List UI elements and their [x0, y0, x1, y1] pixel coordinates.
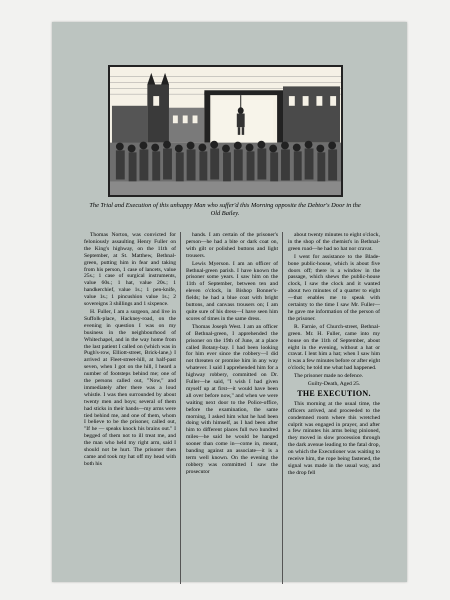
verdict-line: Guilty-Death, Aged 25.: [307, 381, 361, 388]
no-defence-paragraph: The prisoner made no defence.: [294, 373, 364, 380]
west-testimony-continued: about twenty minutes to eight o'clock, in the shop of the chemist's in Bethnal-green road—he had no hat nor cravat.: [288, 232, 380, 252]
column-1: [84, 232, 181, 584]
west-testimony-paragraph: Thomas Joseph West. I am an officer of Bethnal-green, I apprehended the prisoner on the 19th of June, at a place called Botany-bay. I had been looking for him ever since the robbery—I did not threaten or promise him in any way whatever. I said I apprehended him for a highway robbery, committed on Dr. Fuller—he said, "I wish I had given myself up at first—it would have been all over before now," and when we were waiting next door to the Police-office, before the examination, the same morning, I asked him what he had been doing with himself, as I had been after him to different places full two hundred miles—he said he would be hanged sooner than come in—come in, meant, banding against an associate—it is a term well known. On the evening the robbery was committed I saw the prosecutor: [186, 323, 278, 475]
column-3: [288, 232, 380, 584]
indictment-paragraph: Thomas Norton, was convicted for feloniously assaulting Henry Fuller on the King's highway, on the 11th of September, at St. Matthew, Bethnal-green, putting him in fear and taking from his person, 1 case of lancets, value 25s.; 1 case of surgical instruments, value 60s.; 1 hat, value 20s.; 1 handkerchief, value 1s.; 1 pen-knife, value 1s.; 1 pincushion value 1s.; 2 sovereigns 3 shillings and 1 sixpence.: [84, 232, 176, 308]
execution-paragraph: This morning at the usual time, the officers arrived, and proceeded to the condemned room where this wretched culprit was engaged in prayer, and after a few minutes his arms being pinioned, they moved in slow procession through the dark avenue leading to the fatal drop, on which the Executioner was waiting to receive him, the rope being fastened, the signal was made in the usual way, and the drop fell: [288, 400, 380, 476]
fuller-testimony-paragraph: H. Fuller, I am a surgeon, and live in Suffolk-place, Hackney-road, on the evening in question I was on my business in the neighbourhood of Whitechapel, and in the way home from the last patient I called on (which was in Pugh's-row, Elliott-street, Brick-lane,) I arrived at Fleet-street-hill, at half-past seven, when I got on the hill, I heard a number of footsteps behind me; one of the persons called out, "Now," and immediately after there was a loud whistle. I was then surrounded by about twenty men and boys; several of them had sticks in their hands—my arms were tied behind me, and one of them, whom I believe to be the prisoner, called out, "If he — speaks knock his brains out." I begged of them not to ill treat me, and the man who held my right arm, said I should not be hurt. The prisoner then came and took my hat off my head with both his: [84, 308, 176, 467]
column-2: [186, 232, 283, 584]
farnie-testimony-paragraph: R. Farnie, of Church-street, Bethnal-green. Mr. H. Fuller, came into my house on the 11th of September, about eight in the evening, without a hat or cravat. I lent him a hat; when I saw him it was a few minutes before or after eight o'clock; he told me what had happened.: [288, 323, 380, 372]
fuller-testimony-continued: hands. I am certain of the prisoner's person—he had a bite or dark coat on, with gilt or polished buttons and light trousers.: [186, 232, 278, 259]
myerson-testimony-paragraph: Lewis Myerson. I am an officer of Bethnal-green parish. I have known the prisoner some years. I saw him on the 11th of September, between ten and eleven o'clock, in Bishop Bonner's-fields; he had a blue coat with bright buttons, and canvass trousers on; I am quite sure of his dress—I have seen him scores of times in the same dress.: [186, 260, 278, 322]
execution-heading: THE EXECUTION.: [297, 388, 371, 398]
article-columns: [84, 232, 380, 584]
execution-woodcut-illustration: [108, 65, 343, 197]
blade-bone-paragraph: I went for assistance to the Blade-bone public-house, which is about five doors off; there is a window in the passage, which shews the public-house clock, I saw the clock and it wanted about two minutes of a quarter to eight—that enables me to speak with certainty to the time I saw Mr. Fuller—he gave me information of the person of the prisoner.: [288, 253, 380, 322]
illustration-caption: The Trial and Execution of this unhappy Man who suffer'd this Morning opposite the Debtor's Door in the Old Bailey.: [89, 202, 361, 217]
